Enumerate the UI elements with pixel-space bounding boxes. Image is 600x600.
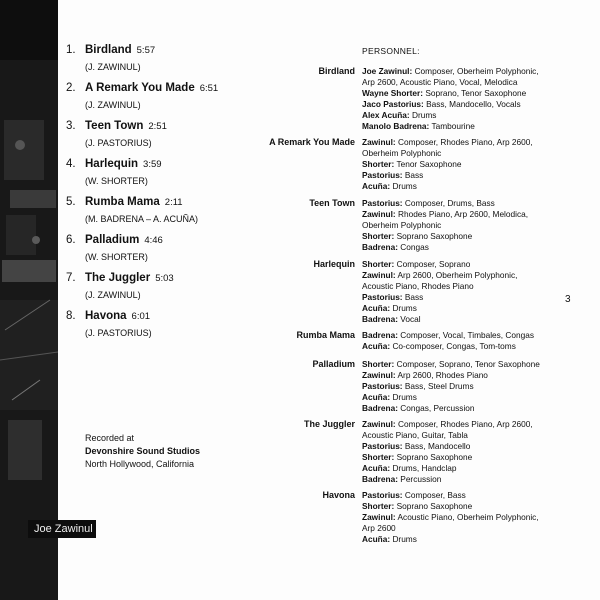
musician-role: Congas: [400, 242, 429, 252]
credit-line: [362, 474, 540, 485]
track-item: [66, 80, 256, 118]
musician-role: Composer, Drums, Bass: [404, 198, 495, 208]
personnel-song-title: Birdland: [318, 66, 355, 76]
personnel-credits: [362, 490, 540, 545]
track-item: [66, 156, 256, 194]
musician-name: Pastorius:: [362, 490, 403, 500]
track-writer: (J. PASTORIUS): [85, 328, 152, 338]
musician-role: Composer, Vocal, Timbales, Congas: [400, 330, 535, 340]
musician-name: Joe Zawinul:: [362, 66, 413, 76]
track-number: 1.: [66, 44, 76, 56]
musician-name: Acuña:: [362, 463, 391, 473]
personnel-song-title: Palladium: [312, 359, 355, 369]
credit-line: [362, 534, 540, 545]
musician-name: Acuña:: [362, 303, 391, 313]
track-duration: 3:59: [143, 159, 162, 170]
personnel-credits: [362, 419, 540, 485]
musician-name: Zawinul:: [362, 370, 396, 380]
credit-line: [362, 403, 540, 414]
musician-name: Badrena:: [362, 330, 398, 340]
track-duration: 5:57: [136, 45, 156, 56]
credit-line: [362, 170, 540, 181]
track-title: The Juggler 5:03: [85, 272, 174, 284]
track-title: Palladium 4:46: [85, 234, 163, 246]
credit-line: [362, 220, 540, 231]
musician-role: Percussion: [400, 474, 442, 484]
musician-role: Oberheim Polyphonic: [362, 148, 442, 158]
musician-name: Shorter:: [362, 452, 395, 462]
track-number: 5.: [66, 196, 76, 208]
musician-name: Jaco Pastorius:: [362, 99, 424, 109]
photo-strip: [0, 0, 58, 600]
musician-role: Composer, Oberheim Polyphonic,: [414, 66, 539, 76]
credit-line: [362, 392, 540, 403]
musician-role: Composer, Rhodes Piano, Arp 2600,: [397, 137, 533, 147]
track-item: [66, 194, 256, 232]
recording-info: [85, 432, 200, 471]
credit-line: [362, 463, 540, 474]
musician-role: Acoustic Piano, Guitar, Tabla: [362, 430, 468, 440]
track-title: A Remark You Made 6:51: [85, 82, 219, 94]
credit-line: [362, 314, 540, 325]
credit-line: [362, 181, 540, 192]
musician-name: Zawinul:: [362, 209, 396, 219]
track-duration: 2:11: [164, 197, 183, 208]
photo-caption: Joe Zawinul: [28, 520, 96, 538]
musician-role: Soprano Saxophone: [396, 231, 473, 241]
track-number: 8.: [66, 310, 76, 322]
musician-role: Oberheim Polyphonic: [362, 220, 442, 230]
musician-role: Bass, Steel Drums: [404, 381, 474, 391]
musician-role: Congas, Percussion: [400, 403, 475, 413]
credit-line: [362, 341, 540, 352]
track-writer: (J. ZAWINUL): [85, 290, 141, 300]
musician-role: Arp 2600, Acoustic Piano, Vocal, Melodica: [362, 77, 518, 87]
musician-role: Composer, Bass: [404, 490, 466, 500]
musician-name: Pastorius:: [362, 381, 403, 391]
musician-name: Wayne Shorter:: [362, 88, 424, 98]
musician-name: Zawinul:: [362, 270, 396, 280]
personnel-header: PERSONNEL:: [362, 46, 420, 56]
musician-name: Acuña:: [362, 181, 391, 191]
musician-name: Acuña:: [362, 534, 391, 544]
personnel-song-title: The Juggler: [303, 419, 355, 429]
musician-role: Rhodes Piano, Arp 2600, Melodica,: [397, 209, 529, 219]
track-item: [66, 42, 256, 80]
musician-role: Drums, Handclap: [392, 463, 457, 473]
credit-line: [362, 242, 540, 253]
credit-line: [362, 501, 540, 512]
track-writer: (J. ZAWINUL): [85, 62, 141, 72]
credit-line: [362, 370, 540, 381]
track-item: [66, 308, 256, 346]
credit-line: [362, 77, 540, 88]
credit-line: [362, 121, 540, 132]
credit-line: [362, 512, 540, 523]
musician-name: Pastorius:: [362, 441, 403, 451]
musician-name: Zawinul:: [362, 137, 396, 147]
musician-role: Bass, Mandocello: [404, 441, 471, 451]
personnel-credits: [362, 359, 540, 414]
track-writer: (W. SHORTER): [85, 176, 148, 186]
track-number: 3.: [66, 120, 76, 132]
musician-name: Pastorius:: [362, 198, 403, 208]
musician-name: Pastorius:: [362, 170, 403, 180]
credit-line: [362, 430, 540, 441]
musician-name: Badrena:: [362, 403, 398, 413]
credit-line: [362, 259, 540, 270]
musician-role: Composer, Rhodes Piano, Arp 2600,: [397, 419, 533, 429]
musician-role: Bass: [404, 170, 424, 180]
credit-line: [362, 66, 540, 77]
musician-name: Shorter:: [362, 159, 395, 169]
musician-name: Badrena:: [362, 242, 398, 252]
personnel-credits: [362, 198, 540, 253]
track-title: Harlequin 3:59: [85, 158, 162, 170]
credit-line: [362, 209, 540, 220]
credit-line: [362, 523, 540, 534]
track-title: Teen Town 2:51: [85, 120, 167, 132]
credit-line: [362, 359, 540, 370]
track-title: Havona 6:01: [85, 310, 151, 322]
page-number: 3: [565, 294, 571, 305]
track-writer: (J. ZAWINUL): [85, 100, 141, 110]
studio-name: Devonshire Sound Studios: [85, 446, 201, 456]
personnel-song-title: Teen Town: [309, 198, 355, 208]
credit-line: [362, 99, 540, 110]
track-writer: (M. BADRENA – A. ACUÑA): [85, 214, 199, 224]
musician-name: Zawinul:: [362, 419, 396, 429]
musician-name: Zawinul:: [362, 512, 396, 522]
musician-role: Tenor Saxophone: [396, 159, 462, 169]
musician-role: Arp 2600, Oberheim Polyphonic,: [397, 270, 518, 280]
credit-line: [362, 292, 540, 303]
musician-name: Shorter:: [362, 259, 395, 269]
track-title: Birdland 5:57: [85, 44, 156, 56]
musician-name: Acuña:: [362, 392, 391, 402]
track-title: Rumba Mama 2:11: [85, 196, 183, 208]
track-number: 2.: [66, 82, 76, 94]
credit-line: [362, 198, 540, 209]
credit-line: [362, 231, 540, 242]
musician-role: Co-composer, Congas, Tom-toms: [392, 341, 516, 351]
musician-role: Acoustic Piano, Oberheim Polyphonic,: [397, 512, 539, 522]
personnel-song-title: Rumba Mama: [296, 330, 355, 340]
musician-role: Bass, Mandocello, Vocals: [426, 99, 521, 109]
credit-line: [362, 148, 540, 159]
personnel-song-title: A Remark You Made: [269, 137, 355, 147]
personnel-credits: [362, 259, 540, 325]
track-number: 7.: [66, 272, 76, 284]
studio-location: North Hollywood, California: [85, 459, 195, 469]
personnel-credits: [362, 66, 540, 132]
musician-role: Soprano Saxophone: [396, 452, 473, 462]
track-writer: (J. PASTORIUS): [85, 138, 152, 148]
credit-line: [362, 110, 540, 121]
personnel-credits: [362, 137, 540, 192]
credit-line: [362, 303, 540, 314]
track-duration: 6:51: [199, 83, 219, 94]
musician-name: Acuña:: [362, 341, 391, 351]
musician-role: Drums: [392, 392, 417, 402]
credit-line: [362, 490, 540, 501]
credit-line: [362, 159, 540, 170]
credit-line: [362, 88, 540, 99]
credit-line: [362, 419, 540, 430]
credit-line: [362, 452, 540, 463]
musician-name: Manolo Badrena:: [362, 121, 430, 131]
musician-role: Composer, Soprano, Tenor Saxophone: [396, 359, 540, 369]
track-duration: 2:51: [148, 121, 167, 132]
musician-role: Bass: [404, 292, 424, 302]
track-number: 4.: [66, 158, 76, 170]
track-duration: 6:01: [131, 311, 151, 322]
personnel-song-title: Havona: [322, 490, 355, 500]
track-item: [66, 232, 256, 270]
studio-photo-image: [0, 0, 58, 600]
musician-role: Soprano, Tenor Saxophone: [425, 88, 527, 98]
musician-role: Drums: [411, 110, 437, 120]
credit-line: [362, 281, 540, 292]
musician-role: Drums: [392, 181, 417, 191]
track-item: [66, 118, 256, 156]
musician-role: Acoustic Piano, Rhodes Piano: [362, 281, 474, 291]
musician-role: Drums: [392, 303, 417, 313]
recorded-label: Recorded at: [85, 433, 135, 443]
tracklist: [66, 42, 256, 346]
musician-role: Drums: [392, 534, 417, 544]
track-duration: 5:03: [155, 273, 174, 284]
credit-line: [362, 441, 540, 452]
credit-line: [362, 137, 540, 148]
credit-line: [362, 381, 540, 392]
credit-line: [362, 270, 540, 281]
track-item: [66, 270, 256, 308]
musician-name: Shorter:: [362, 231, 395, 241]
personnel-song-title: Harlequin: [313, 259, 355, 269]
track-duration: 4:46: [144, 235, 163, 246]
musician-role: Vocal: [400, 314, 421, 324]
musician-name: Alex Acuña:: [362, 110, 410, 120]
musician-name: Shorter:: [362, 501, 395, 511]
musician-name: Shorter:: [362, 359, 395, 369]
musician-role: Arp 2600: [362, 523, 396, 533]
musician-role: Tambourine: [431, 121, 475, 131]
credit-line: [362, 330, 540, 341]
musician-name: Badrena:: [362, 474, 398, 484]
musician-role: Arp 2600, Rhodes Piano: [397, 370, 488, 380]
track-number: 6.: [66, 234, 76, 246]
track-writer: (W. SHORTER): [85, 252, 148, 262]
musician-name: Pastorius:: [362, 292, 403, 302]
musician-role: Composer, Soprano: [396, 259, 471, 269]
musician-role: Soprano Saxophone: [396, 501, 473, 511]
musician-name: Badrena:: [362, 314, 398, 324]
personnel-credits: [362, 330, 540, 352]
